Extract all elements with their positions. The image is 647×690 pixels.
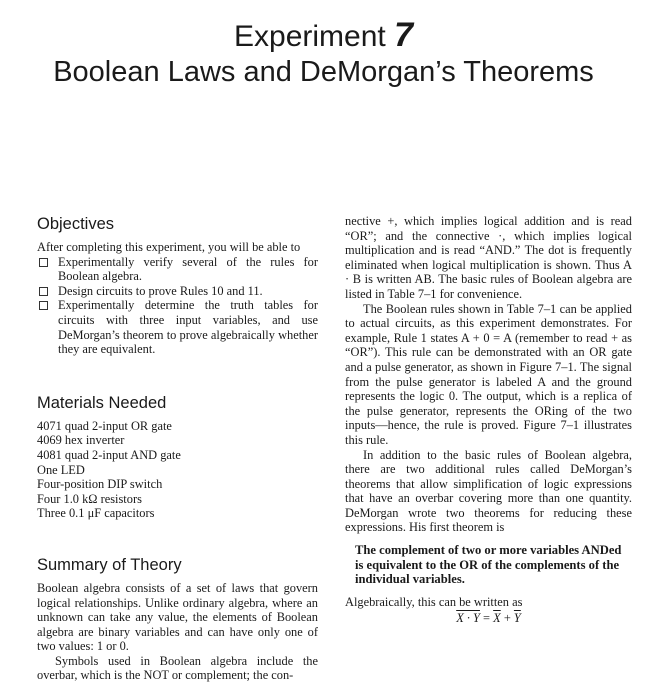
checkbox-icon	[39, 301, 48, 310]
material-item: Four 1.0 kΩ resistors	[37, 491, 142, 506]
objective-item: Design circuits to prove Rules 10 and 11.	[37, 284, 318, 299]
theory-heading: Summary of Theory	[37, 555, 182, 574]
checkbox-icon	[39, 287, 48, 296]
experiment-subtitle: Boolean Laws and DeMorgan’s Theorems	[53, 56, 594, 88]
material-item: Three 0.1 μF capacitors	[37, 506, 155, 521]
formula-plus: +	[500, 611, 514, 626]
material-item: One LED	[37, 462, 85, 477]
formula-rhs-x: $\overline{X}$	[493, 611, 501, 626]
material-item: Four-position DIP switch	[37, 477, 163, 492]
demorgan-formula	[345, 611, 632, 626]
theory-paragraph-5: Algebraically, this can be written as	[345, 594, 523, 609]
left-column	[37, 214, 318, 683]
objective-item: Experimentally verify several of the rules for Boolean algebra.	[37, 255, 318, 284]
theory-paragraph-3: The Boolean rules shown in Table 7–1 can be applied to actual circuits, as this experiment demonstrates. For example, Rule 1 states A + 0 = A (remember to read + as “OR”). This rule can be demonstrated with an OR gate and a pulse generator, as shown in Figure 7–1. The signal from the pulse generator is labeled A and the ground represents the logic 0. The output, which is a replica of the pulse generator, represents the ORing of the two inputs—hence, the rule is proved. Figure 7–1 illustrates this rule.	[345, 301, 632, 447]
material-item: 4071 quad 2-input OR gate	[37, 418, 172, 433]
objectives-list	[37, 255, 318, 357]
experiment-number: 7	[394, 16, 413, 54]
material-item: 4069 hex inverter	[37, 433, 125, 448]
materials-list	[37, 419, 318, 521]
experiment-title	[0, 18, 647, 54]
material-item: 4081 quad 2-input AND gate	[37, 447, 181, 462]
right-column	[345, 214, 632, 626]
materials-heading: Materials Needed	[37, 393, 167, 412]
objectives-intro: After completing this experiment, you will be able to	[37, 240, 301, 254]
objective-item: Experimentally determine the truth tables for circuits with three input variables, and use DeMorgan’s theorem to prove algebraically whether they are equivalent.	[37, 298, 318, 356]
objectives-heading: Objectives	[37, 215, 115, 233]
formula-rhs-y: $\overline{Y}$	[513, 611, 521, 626]
checkbox-icon	[39, 258, 48, 267]
theory-paragraph-1: Boolean algebra consists of a set of laws that govern logical relationships. Unlike ordinary algebra, where an unknown can take any value, the elements of Boolean algebra are binary variables and can have only one of two values: 1 or 0.	[37, 580, 318, 654]
demorgan-theorem-statement: The complement of two or more variables ANDed is equivalent to the OR of the complements of the individual variables.	[355, 543, 622, 587]
formula-equals: =	[479, 611, 494, 626]
formula-lhs: X · Y	[456, 611, 480, 626]
experiment-label: Experiment	[234, 20, 386, 53]
theory-paragraph-4: In addition to the basic rules of Boolean algebra, there are two additional rules called DeMorgan’s theorems that allow simplification of logic expressions that have an overbar covering more than one quantity. DeMorgan wrote two theorems for reducing these expressions. His first theorem is	[345, 447, 632, 535]
theory-paragraph-2-cont: nective +, which implies logical addition and is read “OR”; and the connective ·, which implies logical multiplication and is read “AND.” The dot is frequently eliminated when logical multiplication is shown. Thus A · B is written AB. The basic rules of Boolean algebra are listed in Table 7–1 for convenience.	[345, 214, 632, 301]
page-header	[0, 18, 647, 90]
theory-paragraph-2-start: Symbols used in Boolean algebra include the overbar, which is the NOT or complement; the con-	[37, 653, 318, 683]
